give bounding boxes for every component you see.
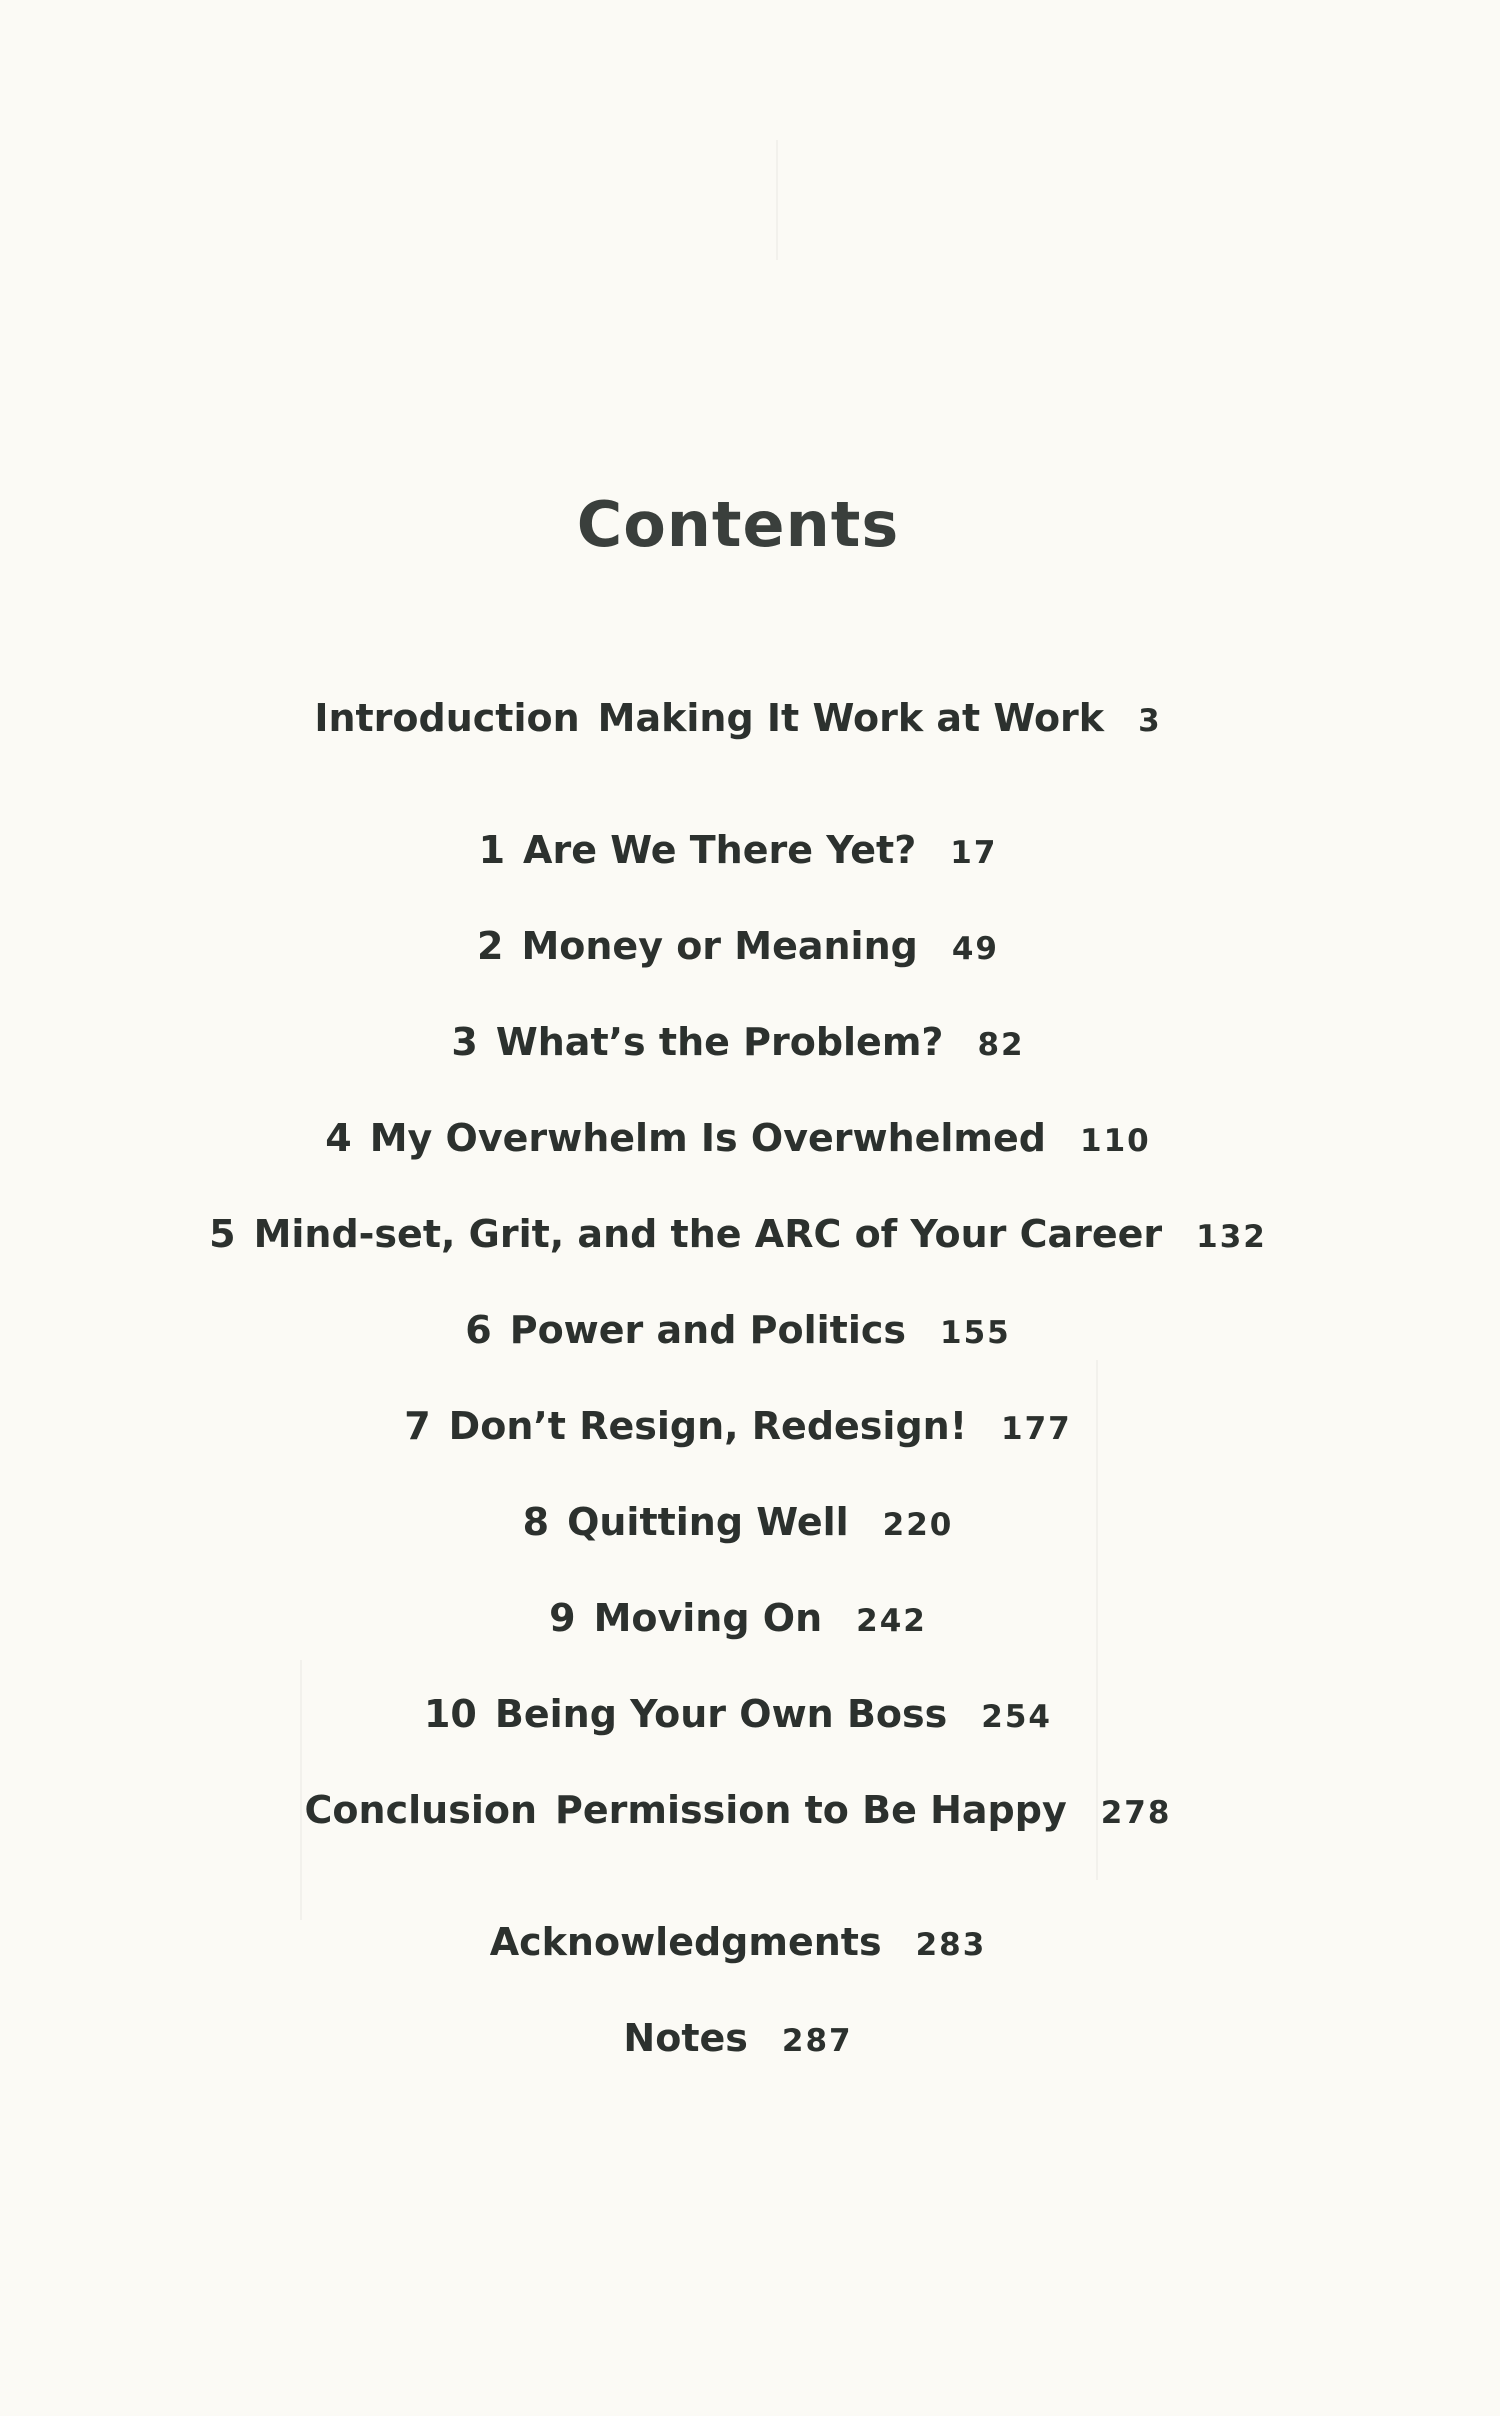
entry-title: Mind-set, Grit, and the ARC of Your Career [253, 1212, 1163, 1256]
chapter-number: 4 [325, 1116, 352, 1160]
entry-title: What’s the Problem? [495, 1020, 944, 1064]
entry-title: Acknowledgments [489, 1920, 882, 1964]
chapter-number: 3 [451, 1020, 478, 1064]
chapter-number: 2 [477, 924, 504, 968]
entry-page-number: 283 [915, 1927, 987, 1963]
entry-title: Money or Meaning [521, 924, 918, 968]
toc-entry-chapter-1[interactable] [0, 826, 1476, 877]
entry-title: My Overwhelm Is Overwhelmed [369, 1116, 1046, 1160]
toc-entry-chapter-5[interactable] [0, 1210, 1476, 1261]
entry-lead: Conclusion [304, 1788, 537, 1832]
toc-entry-acknowledgments[interactable] [0, 1918, 1476, 1969]
entry-page-number: 3 [1138, 703, 1162, 739]
entry-page-number: 278 [1100, 1795, 1172, 1831]
entry-page-number: 17 [950, 835, 998, 871]
scan-artifact [776, 140, 778, 260]
entry-title: Notes [623, 2016, 748, 2060]
entry-title: Power and Politics [509, 1308, 906, 1352]
chapter-number: 9 [549, 1596, 576, 1640]
toc-entry-chapter-6[interactable] [0, 1306, 1476, 1357]
chapter-number: 10 [423, 1692, 477, 1736]
entry-page-number: 254 [981, 1699, 1052, 1735]
toc-entry-introduction[interactable] [0, 694, 1476, 745]
toc-entry-chapter-10[interactable] [0, 1690, 1476, 1741]
entry-title: Don’t Resign, Redesign! [448, 1404, 968, 1448]
entry-page-number: 82 [977, 1027, 1025, 1063]
toc-entry-chapter-9[interactable] [0, 1594, 1476, 1645]
entry-title: Are We There Yet? [523, 828, 917, 872]
chapter-number: 1 [478, 828, 506, 872]
entry-page-number: 177 [1001, 1411, 1072, 1447]
toc-entry-chapter-7[interactable] [0, 1402, 1476, 1453]
entry-title: Making It Work at Work [597, 696, 1105, 740]
entry-title: Permission to Be Happy [555, 1788, 1067, 1832]
entry-page-number: 242 [856, 1603, 927, 1639]
toc-entry-chapter-4[interactable] [0, 1114, 1476, 1165]
page-title: Contents [576, 488, 900, 561]
entry-page-number: 220 [882, 1507, 954, 1543]
toc-entry-chapter-8[interactable] [0, 1498, 1476, 1549]
entry-page-number: 110 [1080, 1123, 1151, 1159]
entry-title: Being Your Own Boss [494, 1692, 948, 1736]
entry-title: Moving On [593, 1596, 823, 1640]
entry-page-number: 132 [1196, 1219, 1267, 1255]
toc-entry-notes[interactable] [0, 2014, 1476, 2065]
chapter-number: 8 [522, 1500, 550, 1544]
toc-entry-chapter-3[interactable] [0, 1018, 1476, 1069]
toc-entry-conclusion[interactable] [0, 1786, 1476, 1837]
entry-page-number: 287 [781, 2023, 853, 2059]
entry-page-number: 155 [940, 1315, 1011, 1351]
toc-entry-chapter-2[interactable] [0, 922, 1476, 973]
entry-title: Quitting Well [567, 1500, 849, 1544]
entry-lead: Introduction [314, 696, 580, 740]
chapter-number: 5 [209, 1212, 236, 1256]
entry-page-number: 49 [951, 931, 999, 967]
chapter-number: 7 [404, 1404, 431, 1448]
chapter-number: 6 [465, 1308, 492, 1352]
